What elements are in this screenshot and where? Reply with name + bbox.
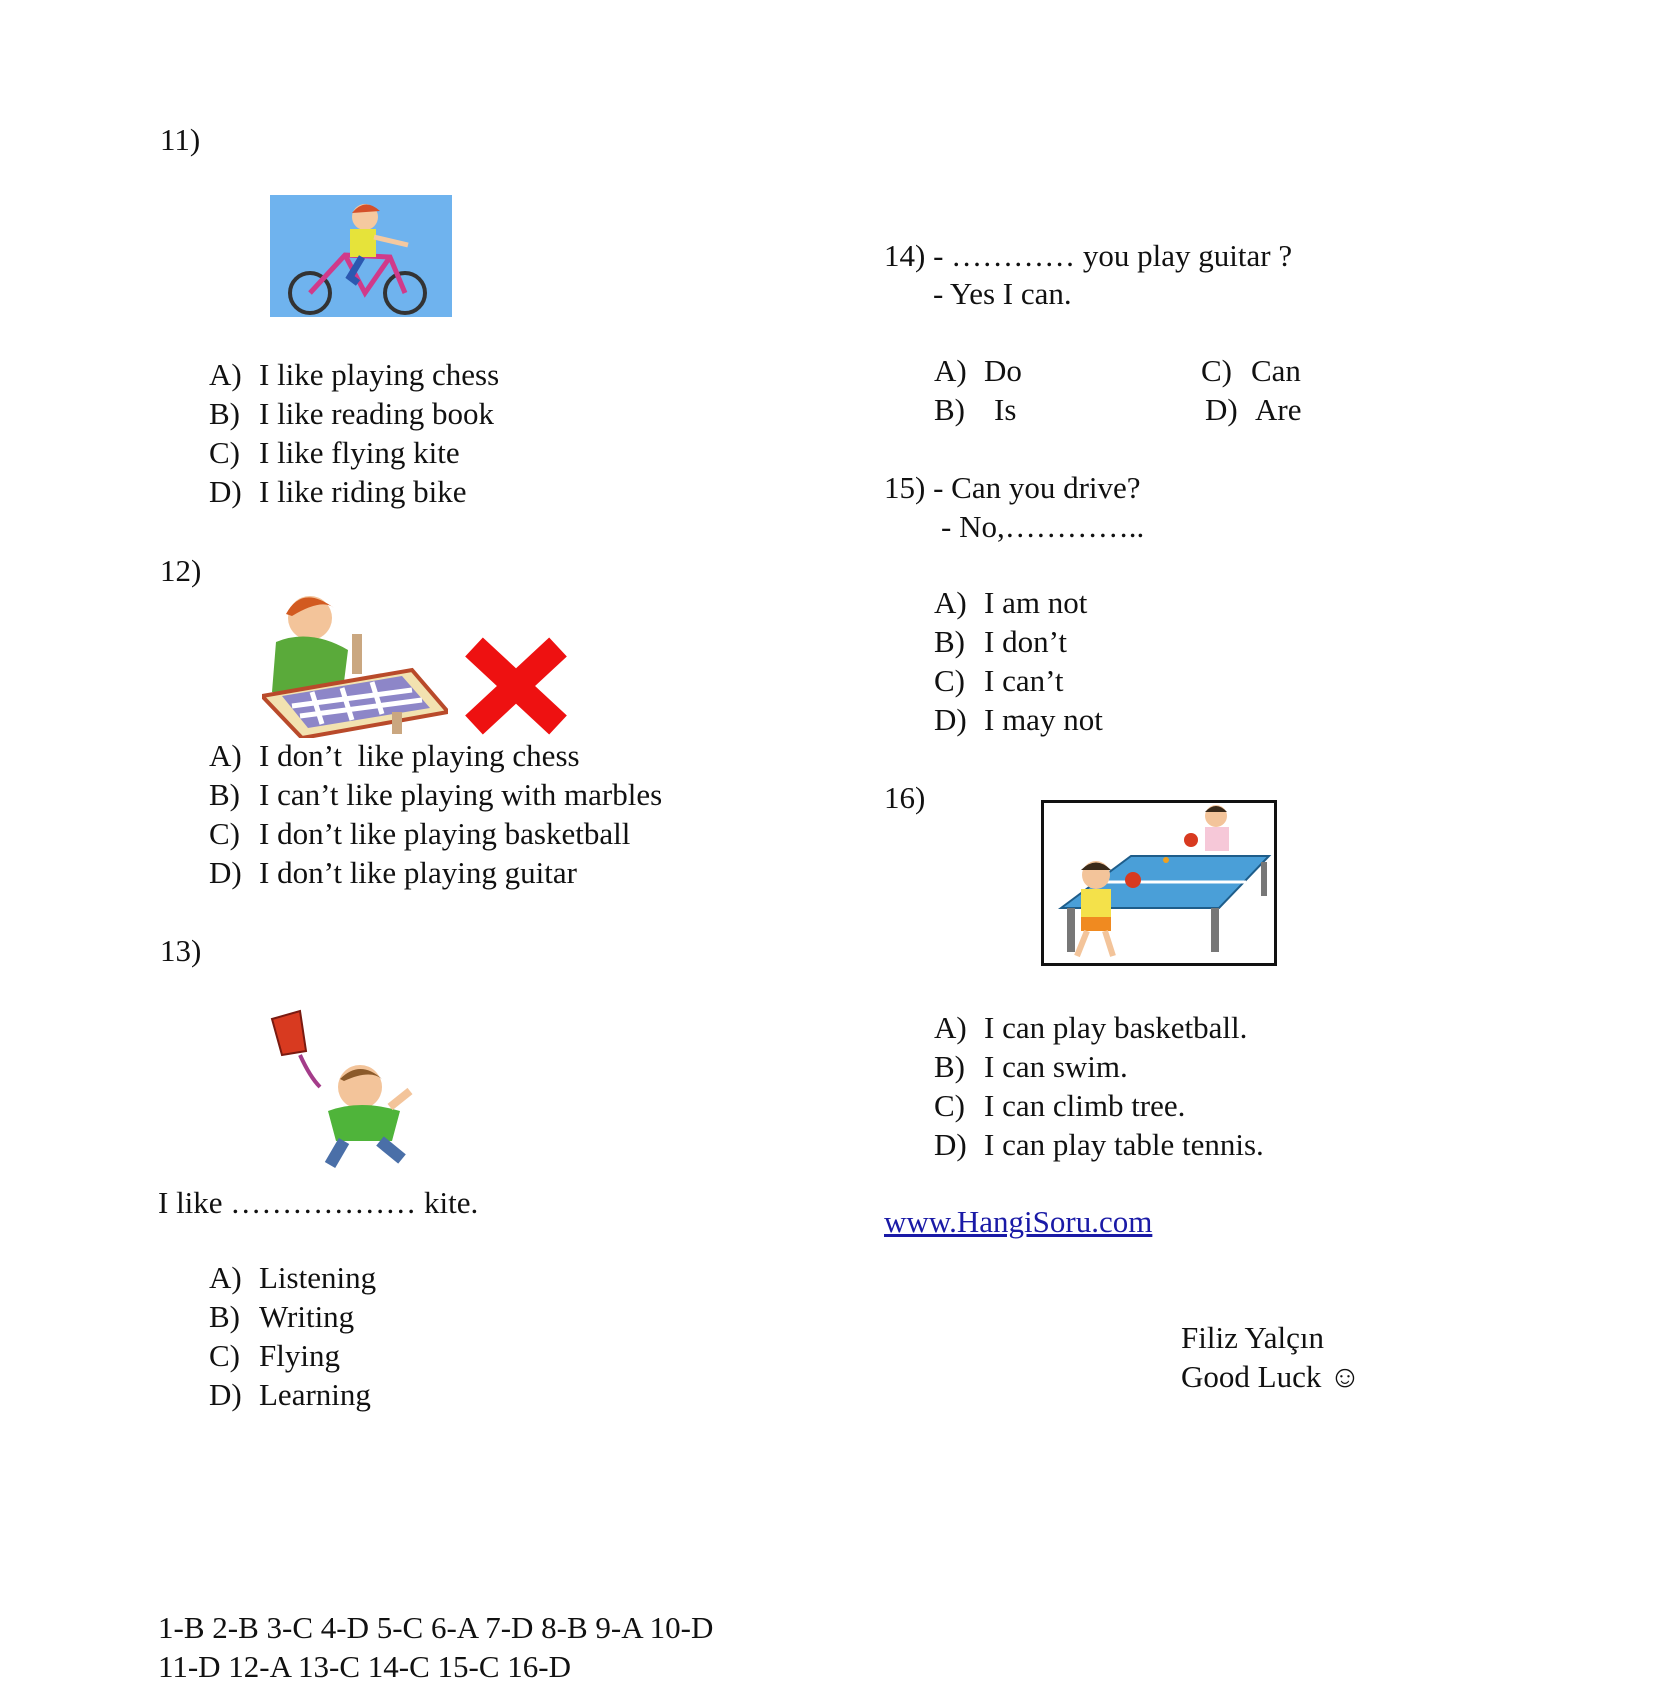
q13-sentence: I like ……………… kite. (158, 1185, 479, 1220)
q12-option-c[interactable]: C) I don’t like playing basketball (209, 816, 631, 851)
answer-key-line-1: 1-B 2-B 3-C 4-D 5-C 6-A 7-D 8-B 9-A 10-D (158, 1610, 714, 1645)
table-tennis-image (1041, 800, 1277, 966)
q16-option-a[interactable]: A) I can play basketball. (934, 1010, 1248, 1045)
q12-option-a[interactable]: A) I don’t like playing chess (209, 738, 580, 773)
kite-flying-image (260, 1007, 430, 1177)
q15-option-c[interactable]: C) I can’t (934, 663, 1064, 698)
question-16-number: 16) (884, 780, 926, 815)
q16-option-b[interactable]: B) I can swim. (934, 1049, 1128, 1084)
cross-icon (462, 637, 570, 735)
q15-answer-line: - No,………….. (941, 509, 1145, 544)
q12-option-b[interactable]: B) I can’t like playing with marbles (209, 777, 663, 812)
answer-key-line-2: 11-D 12-A 13-C 14-C 15-C 16-D (158, 1649, 572, 1684)
q11-option-a[interactable]: A) I like playing chess (209, 357, 500, 392)
q11-option-d[interactable]: D) I like riding bike (209, 474, 467, 509)
q15-option-a[interactable]: A) I am not (934, 585, 1088, 620)
q14-option-c[interactable]: C) Can (1201, 353, 1301, 388)
q14-option-a[interactable]: A) Do (934, 353, 1022, 388)
good-luck-text: Good Luck ☺ (1181, 1359, 1361, 1394)
question-11-number: 11) (160, 122, 201, 157)
author-name: Filiz Yalçın (1181, 1320, 1324, 1355)
q14-question-line: 14) - ………… you play guitar ? (884, 238, 1293, 273)
q14-answer-line: - Yes I can. (933, 276, 1072, 311)
q13-option-d[interactable]: D) Learning (209, 1377, 371, 1412)
question-12-number: 12) (160, 553, 202, 588)
q13-option-a[interactable]: A) Listening (209, 1260, 377, 1295)
q13-option-b[interactable]: B) Writing (209, 1299, 355, 1334)
q14-option-d[interactable]: D) Are (1205, 392, 1302, 427)
website-link[interactable]: www.HangiSoru.com (884, 1204, 1153, 1239)
q11-option-c[interactable]: C) I like flying kite (209, 435, 460, 470)
chess-player-image (262, 588, 448, 738)
q12-option-d[interactable]: D) I don’t like playing guitar (209, 855, 577, 890)
q11-option-b[interactable]: B) I like reading book (209, 396, 495, 431)
bike-riding-image (270, 195, 452, 317)
q16-option-d[interactable]: D) I can play table tennis. (934, 1127, 1264, 1162)
question-13-number: 13) (160, 933, 202, 968)
q15-question-line: 15) - Can you drive? (884, 470, 1141, 505)
q15-option-b[interactable]: B) I don’t (934, 624, 1067, 659)
q13-option-c[interactable]: C) Flying (209, 1338, 340, 1373)
q15-option-d[interactable]: D) I may not (934, 702, 1103, 737)
q16-option-c[interactable]: C) I can climb tree. (934, 1088, 1186, 1123)
q14-option-b[interactable]: B) Is (934, 392, 1017, 427)
